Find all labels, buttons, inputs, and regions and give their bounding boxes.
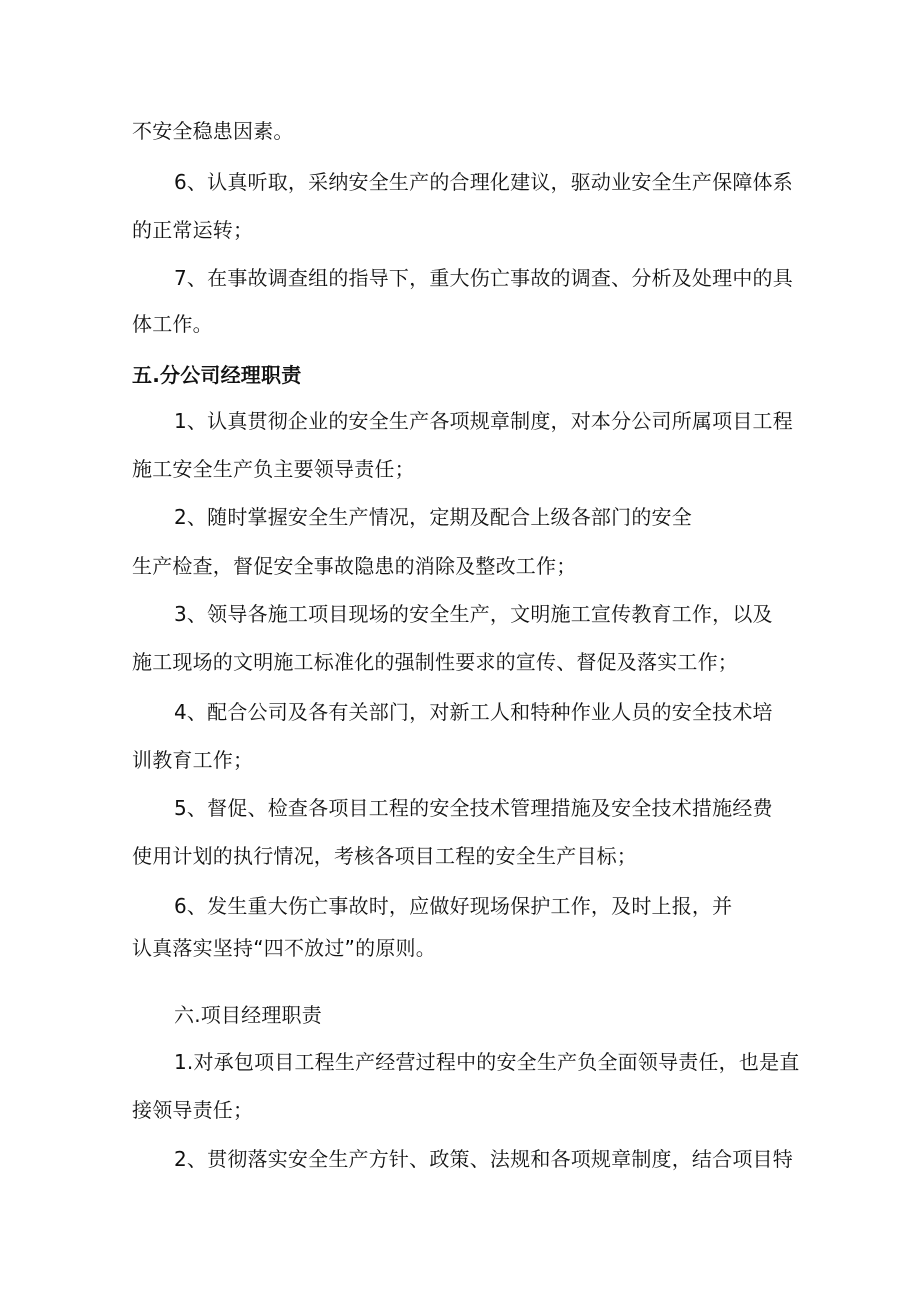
text-line: 6、发生重大伤亡事故时，应做好现场保护工作，及时上报，并: [174, 894, 733, 918]
section-heading: 五.分公司经理职责: [132, 363, 302, 387]
text-line: 5、督促、检查各项目工程的安全技术管理措施及安全技术措施经费: [174, 796, 773, 820]
text-line: 的正常运转；: [132, 218, 254, 242]
text-line: 2、随时掌握安全生产情况，定期及配合上级各部门的安全: [174, 505, 692, 529]
text-line: 训教育工作；: [132, 748, 254, 772]
text-line: 不安全稳患因素。: [132, 119, 294, 143]
text-line: 1.对承包项目工程生产经营过程中的安全生产负全面领导责任，也是直: [174, 1050, 800, 1074]
text-line: 生产检查，督促安全事故隐患的消除及整改工作；: [132, 554, 577, 578]
text-line: 3、领导各施工项目现场的安全生产，文明施工宣传教育工作，以及: [174, 602, 773, 626]
text-line: 2、贯彻落实安全生产方针、政策、法规和各项规章制度，结合项目特: [174, 1147, 793, 1171]
text-line: 使用计划的执行情况，考核各项目工程的安全生产目标；: [132, 844, 637, 868]
section-heading: 六.项目经理职责: [174, 1003, 322, 1027]
text-line: 接领导责任；: [132, 1098, 254, 1122]
text-line: 6、认真听取，采纳安全生产的合理化建议，驱动业安全生产保障体系: [174, 170, 793, 194]
text-line: 认真落实坚持“四不放过”的原则。: [132, 936, 436, 960]
text-line: 施工现场的文明施工标准化的强制性要求的宣传、督促及落实工作；: [132, 650, 738, 674]
text-line: 7、在事故调查组的指导下，重大伤亡事故的调查、分析及处理中的具: [174, 266, 793, 290]
text-line: 4、配合公司及各有关部门，对新工人和特种作业人员的安全技术培: [174, 700, 773, 724]
text-line: 施工安全生产负主要领导责任；: [132, 457, 415, 481]
text-line: 体工作。: [132, 312, 213, 336]
text-line: 1、认真贯彻企业的安全生产各项规章制度，对本分公司所属项目工程: [174, 409, 793, 433]
